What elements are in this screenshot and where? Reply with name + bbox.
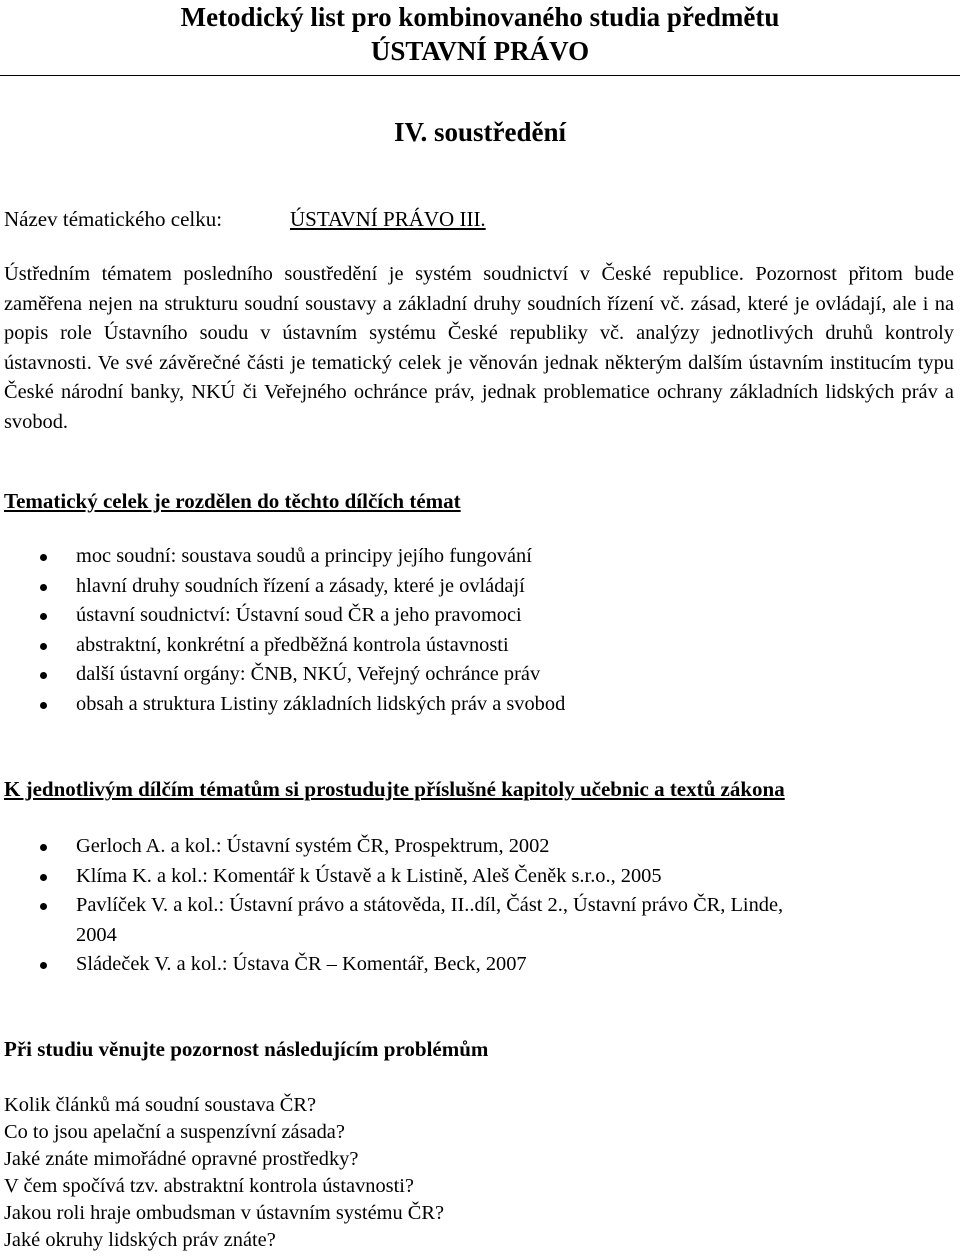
question-item: Jakou roli hraje ombudsman v ústavním systému ČR?: [4, 1202, 445, 1224]
session-title: IV. soustředění: [393, 117, 567, 147]
question-item: Co to jsou apelační a suspenzívní zásada?: [4, 1121, 345, 1143]
literature-heading: K jednotlivým dílčím tématům si prostudujte příslušné kapitoly učebnic a textů zákona: [4, 777, 785, 801]
bullet-icon: [40, 643, 47, 650]
list-item: hlavní druhy soudních řízení a zásady, které je ovládají: [0, 572, 900, 602]
topic-value: ÚSTAVNÍ PRÁVO III.: [290, 207, 486, 231]
question-item: Kolik článků má soudní soustava ČR?: [4, 1094, 317, 1116]
subtopics-list: [0, 542, 900, 720]
list-item: Pavlíček V. a kol.: Ústavní právo a státověda, II..díl, Část 2., Ústavní právo ČR, Linde, 2004: [0, 891, 820, 950]
list-item: moc soudní: soustava soudů a principy jejího fungování: [0, 542, 900, 572]
list-item: Sládeček V. a kol.: Ústava ČR – Komentář, Beck, 2007: [0, 950, 820, 980]
bullet-icon: [40, 584, 47, 591]
bullet-icon: [40, 672, 47, 679]
question-item: Jaké znáte mimořádné opravné prostředky?: [4, 1148, 359, 1170]
topic-label: Název tématického celku:: [4, 207, 223, 231]
question-item: V čem spočívá tzv. abstraktní kontrola ústavnosti?: [4, 1175, 414, 1197]
list-item: Gerloch A. a kol.: Ústavní systém ČR, Prospektrum, 2002: [0, 832, 820, 862]
list-item: Klíma K. a kol.: Komentář k Ústavě a k Listině, Aleš Čeněk s.r.o., 2005: [0, 862, 820, 892]
document-title-line-1: Metodický list pro kombinovaného studia předmětu: [180, 2, 780, 32]
topic-row: [4, 204, 486, 234]
bullet-icon: [40, 702, 47, 709]
list-item: další ústavní orgány: ČNB, NKÚ, Veřejný ochránce práv: [0, 660, 900, 690]
bullet-icon: [40, 613, 47, 620]
questions-list: [4, 1092, 444, 1254]
document-header: [0, 0, 960, 68]
literature-list: [0, 832, 820, 980]
intro-paragraph: Ústředním tématem posledního soustředění je systém soudnictví v České republice. Pozornost přitom bude zaměřena nejen na strukturu soudní soustavy a základní druhy soudních řízení vč. zásad, které je ovládají, ale i na popis role Ústavního soudu v ústavním systému České republiky vč. analýzy jednotlivých druhů kontroly ústavnosti. Ve své závěrečné části je tematický celek je věnován jednak některým dalším ústavním institucím typu České národní banky, NKÚ či Veřejného ochránce práv, jednak problematice ochrany základních lidských práv a svobod.: [4, 263, 954, 433]
list-item: ústavní soudnictví: Ústavní soud ČR a jeho pravomoci: [0, 601, 900, 631]
bullet-icon: [40, 554, 47, 561]
header-divider: [0, 75, 960, 76]
document-title-line-2: ÚSTAVNÍ PRÁVO: [370, 36, 590, 66]
bullet-icon: [40, 903, 47, 910]
problems-heading: Při studiu věnujte pozornost následujícím problémům: [4, 1037, 489, 1061]
question-item: Jaké okruhy lidských práv znáte?: [4, 1229, 276, 1251]
bullet-icon: [40, 844, 47, 851]
list-item: abstraktní, konkrétní a předběžná kontrola ústavnosti: [0, 631, 900, 661]
bullet-icon: [40, 874, 47, 881]
bullet-icon: [40, 962, 47, 969]
list-item: obsah a struktura Listiny základních lidských práv a svobod: [0, 690, 900, 720]
subtopics-heading: Tematický celek je rozdělen do těchto dílčích témat: [4, 489, 461, 513]
